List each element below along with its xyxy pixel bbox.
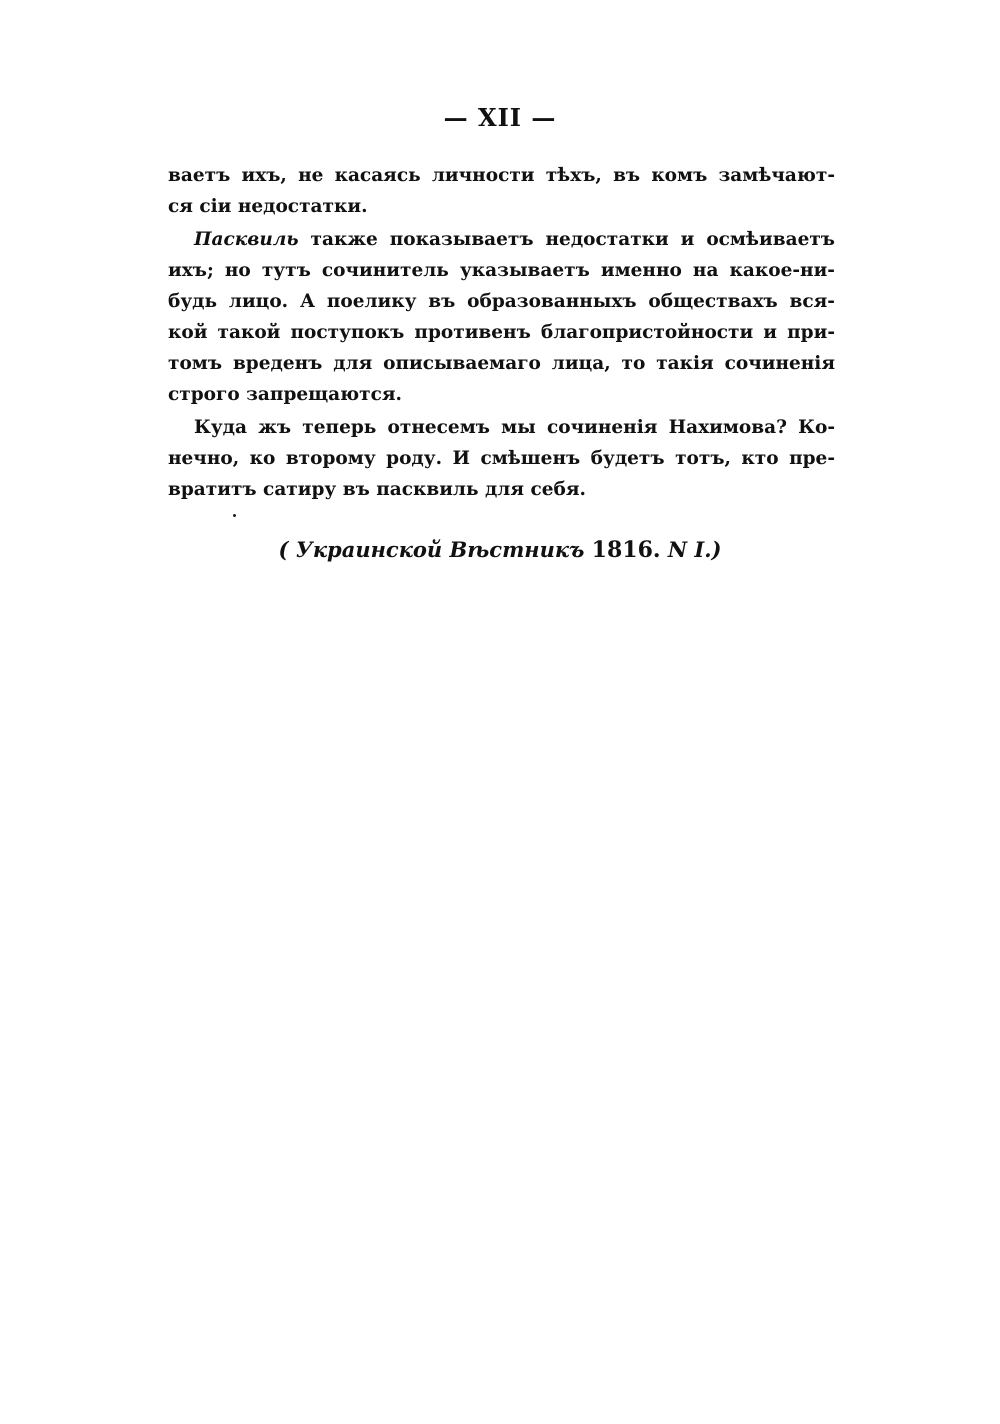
- stray-dot-mark: [233, 514, 236, 517]
- text-line: Куда жъ теперь отнесемъ мы сочиненія Нахимова? Ко-: [194, 417, 835, 438]
- page-number: — XII —: [443, 103, 557, 132]
- text-line: томъ вреденъ для описываемаго лица, то такія сочиненія: [168, 353, 835, 374]
- term-paskvil: Пасквиль: [194, 229, 299, 250]
- text-line: строго запрещаются.: [168, 384, 402, 405]
- paragraph-3: [168, 412, 835, 505]
- paragraph-1: [168, 160, 835, 222]
- text-line: кой такой поступокъ противенъ благопристойности и при-: [168, 322, 835, 343]
- body-text: [168, 160, 835, 507]
- text-line: вратитъ сатиру въ пасквиль для себя.: [168, 479, 586, 500]
- text-line: ся сіи недостатки.: [168, 196, 368, 217]
- source-citation: [0, 537, 1000, 563]
- citation-source: Украинской Вѣстникъ: [295, 537, 585, 562]
- text-line: [168, 224, 835, 255]
- citation-issue: N I.: [667, 537, 712, 562]
- text-line: нечно, ко второму роду. И смѣшенъ будетъ тотъ, кто пре-: [168, 448, 835, 469]
- citation-year: 1816.: [591, 537, 661, 563]
- citation-close-paren: ): [711, 537, 722, 562]
- text-line: будь лицо. А поелику въ образованныхъ обществахъ вся-: [168, 291, 835, 312]
- text-line: ихъ; но тутъ сочинитель указываетъ именно на какое-ни-: [168, 260, 835, 281]
- paragraph-2: [168, 224, 835, 410]
- citation-open-paren: (: [278, 537, 289, 562]
- text-line: ваетъ ихъ, не касаясь личности тѣхъ, въ комъ замѣчают-: [168, 165, 835, 186]
- text-line-rest: также показываетъ недостатки и осмѣиваетъ: [310, 229, 835, 250]
